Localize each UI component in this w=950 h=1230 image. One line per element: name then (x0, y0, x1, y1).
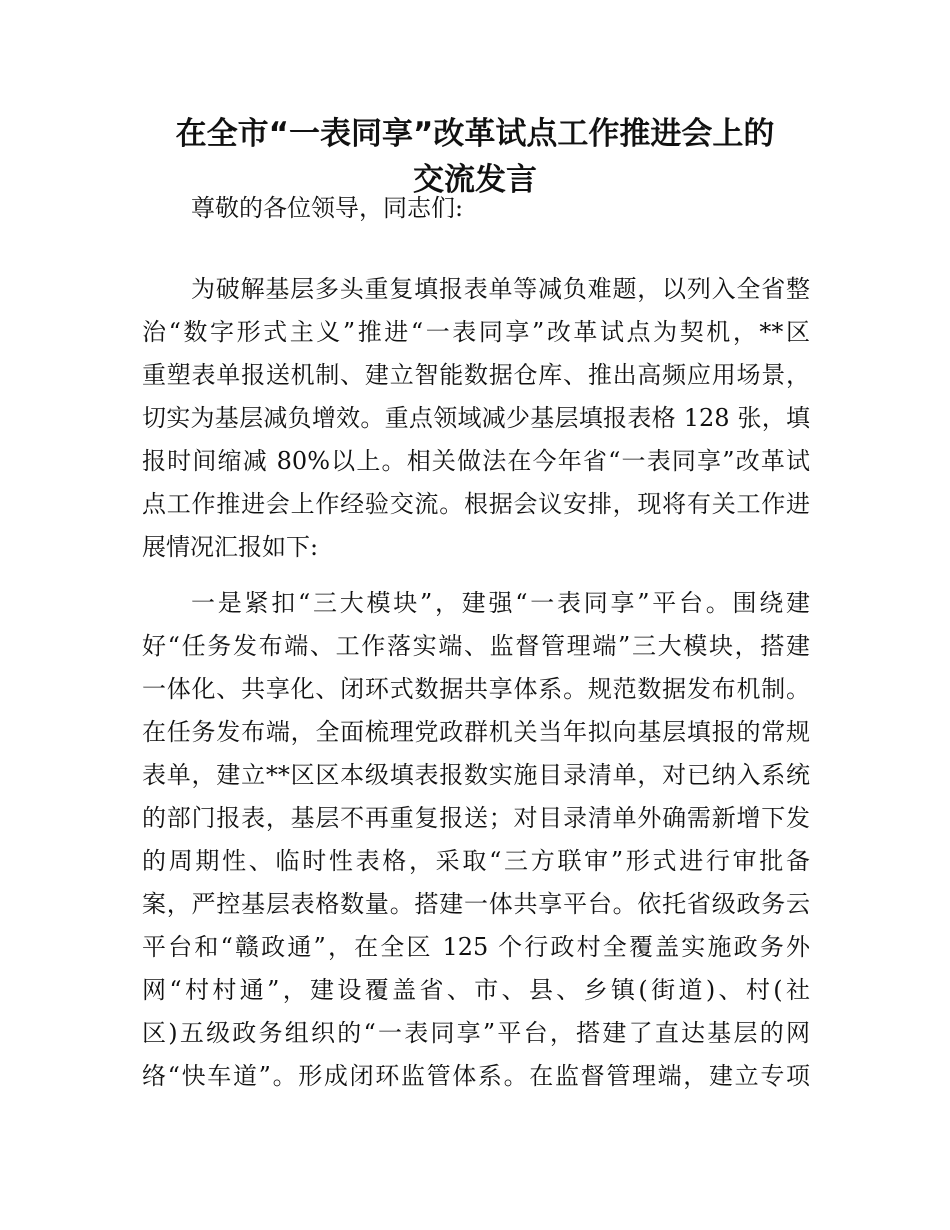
body-line: 平台和“赣政通”，在全区 125 个行政村全覆盖实施政务外 (142, 933, 810, 961)
document-title-line-2: 交流发言 (413, 162, 537, 198)
body-line: 展情况汇报如下: (142, 533, 319, 561)
body-line: 切实为基层减负增效。重点领域减少基层填报表格 128 张，填 (142, 404, 810, 432)
body-line: 网“村村通”，建设覆盖省、市、县、乡镇(街道)、村(社 (142, 976, 810, 1004)
body-line: 好“任务发布端、工作落实端、监督管理端”三大模块，搭建 (142, 632, 810, 660)
body-line: 的部门报表，基层不再重复报送；对目录清单外确需新增下发 (142, 804, 810, 832)
body-line: 一体化、共享化、闭环式数据共享体系。规范数据发布机制。 (142, 675, 810, 703)
body-line: 为破解基层多头重复填报表单等减负难题，以列入全省整 (191, 275, 810, 303)
body-line: 一是紧扣“三大模块”，建强“一表同享”平台。围绕建 (191, 589, 810, 617)
body-line: 络“快车道”。形成闭环监管体系。在监督管理端，建立专项 (142, 1062, 810, 1090)
document-title-line-1: 在全市“一表同享”改革试点工作推进会上的 (175, 116, 775, 152)
body-line: 点工作推进会上作经验交流。根据会议安排，现将有关工作进 (142, 490, 810, 518)
body-line: 案，严控基层表格数量。搭建一体共享平台。依托省级政务云 (142, 890, 810, 918)
body-line: 表单，建立**区区本级填表报数实施目录清单，对已纳入系统 (142, 761, 810, 789)
body-line: 在任务发布端，全面梳理党政群机关当年拟向基层填报的常规 (142, 718, 810, 746)
body-line: 治“数字形式主义”推进“一表同享”改革试点为契机，**区 (142, 318, 810, 346)
salutation: 尊敬的各位领导，同志们: (191, 194, 464, 222)
body-line: 报时间缩减 80%以上。相关做法在今年省“一表同享”改革试 (142, 447, 810, 475)
body-line: 的周期性、临时性表格，采取“三方联审”形式进行审批备 (142, 847, 810, 875)
body-line: 区)五级政务组织的“一表同享”平台，搭建了直达基层的网 (142, 1019, 810, 1047)
body-line: 重塑表单报送机制、建立智能数据仓库、推出高频应用场景， (142, 361, 810, 389)
